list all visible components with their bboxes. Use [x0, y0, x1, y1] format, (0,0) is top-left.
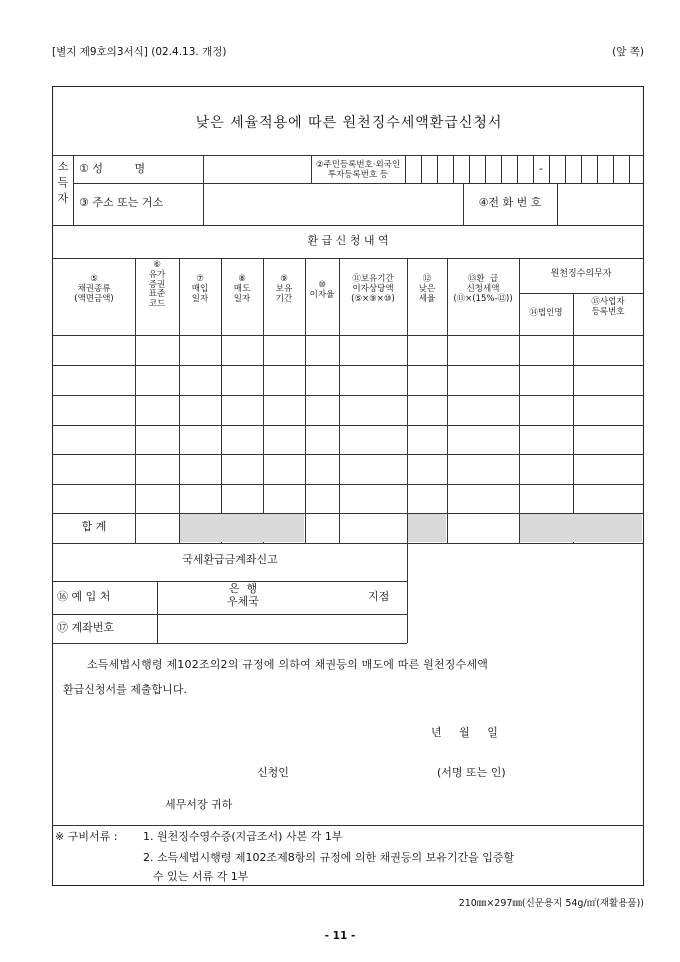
address-label: ③ 주소 또는 거소 — [79, 196, 164, 209]
application-date: 년 월 일 — [431, 726, 498, 739]
column-header-purchase-date: ⑦ 매입 일자 — [191, 274, 209, 304]
withholder-group-header: 원천징수의무자 — [550, 269, 612, 279]
attachment-item-1: 1. 원천징수영수증(지급조서) 사본 각 1부 — [143, 830, 343, 843]
branch-label: 지점 — [368, 590, 390, 603]
column-header-refund-amount: ⑬환 급 신청세액 (⑪×(15%-⑫)) — [453, 274, 513, 304]
attachments-label: ※ 구비서류 : — [55, 830, 118, 843]
page-number: - 11 - — [324, 930, 356, 942]
column-header-corp-name: ⑭법인명 — [529, 308, 563, 318]
signature-label: (서명 또는 인) — [437, 766, 506, 779]
page-side-label: (앞 쪽) — [612, 46, 644, 58]
form-reference: [별지 제9호의3서식] (02.4.13. 개정) — [52, 46, 227, 58]
bank-post-label: 은 행 우체국 — [227, 582, 259, 608]
paper-spec: 210㎜×297㎜(신문용지 54g/㎡(재활용품)) — [458, 898, 644, 909]
form-frame — [52, 86, 644, 886]
account-number-label: ⑰ 계좌번호 — [57, 621, 115, 634]
details-section-title: 환 급 신 청 내 역 — [307, 234, 389, 247]
phone-label: ④전 화 번 호 — [478, 196, 542, 209]
addressee: 세무서장 귀하 — [165, 798, 233, 811]
name-label: ① 성 명 — [79, 162, 146, 175]
resident-number-label: ②주민등록번호·외국인 투자등록번호 등 — [315, 160, 401, 180]
column-header-low-rate: ⑫ 낮은 세율 — [418, 274, 436, 304]
total-label: 합 계 — [81, 520, 107, 533]
column-header-sale-date: ⑧ 매도 일자 — [233, 274, 251, 304]
column-header-holding-period: ⑨ 보유 기간 — [275, 274, 293, 304]
refund-account-title: 국세환급금계좌신고 — [182, 553, 278, 566]
applicant-label: 신청인 — [257, 766, 289, 779]
resident-number-dash: - — [539, 162, 543, 175]
statement-line-2: 환급신청서를 제출합니다. — [63, 683, 187, 696]
attachment-item-2-cont: 수 있는 서류 각 1부 — [153, 870, 249, 883]
column-header-business-number: ⑮사업자 등록번호 — [591, 297, 625, 317]
deposit-place-label: ⑯ 예 입 처 — [57, 590, 111, 603]
attachment-item-2: 2. 소득세법시행령 제102조제8항의 규정에 의한 채권등의 보유기간을 입증할 — [143, 851, 515, 864]
column-header-interest-amount: ⑪보유기간 이자상당액 (⑤×⑨×⑩) — [351, 274, 395, 304]
applicant-section-label: 소 득 자 — [57, 160, 69, 205]
column-header-bond-type: ⑤ 채권종류 (액면금액) — [74, 274, 114, 304]
form-title: 낮은 세율적용에 따른 원천징수세액환급신청서 — [195, 115, 503, 131]
column-header-security-code: ⑥ 유가 증권 표준 코드 — [148, 260, 166, 310]
column-header-interest-rate: ⑩ 이자율 — [309, 280, 335, 300]
statement-line-1: 소득세법시행령 제102조의2의 규정에 의하여 채권등의 매도에 따른 원천징수세액 — [87, 658, 489, 671]
